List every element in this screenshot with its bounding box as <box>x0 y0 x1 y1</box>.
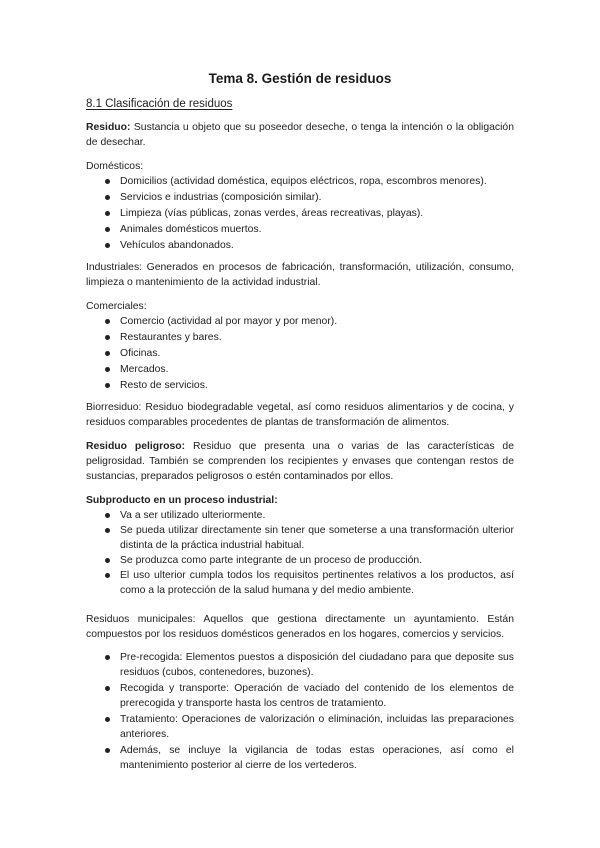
list-item: Se pueda utilizar directamente sin tener que someterse a una transformación ulterior distinta de la práctica industrial habitual. <box>86 523 514 553</box>
list-item: Limpieza (vías públicas, zonas verdes, áreas recreativas, playas). <box>86 206 514 221</box>
residuo-text: Sustancia u objeto que su poseedor deseche, o tenga la intención o la obligación de desechar. <box>86 122 514 148</box>
domesticos-heading: Domésticos: <box>86 161 144 172</box>
peligroso-label: Residuo peligroso: <box>86 441 186 452</box>
industriales-definition: Industriales: Generados en procesos de fabricación, transformación, utilización, consumo, limpieza o mantenimiento de la actividad industrial. <box>86 262 514 288</box>
list-item: Comercio (actividad al por mayor y por menor). <box>86 314 514 329</box>
list-item: Además, se incluye la vigilancia de todas estas operaciones, así como el mantenimiento posterior al cierre de los vertederos. <box>86 743 514 773</box>
section-heading: 8.1 Clasificación de residuos <box>86 98 233 110</box>
subproducto-list <box>86 508 514 598</box>
list-item: Recogida y transporte: Operación de vaciado del contenido de los elementos de prerecogida y transporte hasta los centros de tratamiento. <box>86 681 514 711</box>
list-item: Restaurantes y bares. <box>86 330 514 345</box>
comerciales-section <box>86 299 514 393</box>
list-item: Pre-recogida: Elementos puestos a disposición del ciudadano para que deposite sus residuos (cubos, contenedores, buzones). <box>86 650 514 680</box>
biorresiduo-definition: Biorresiduo: Residuo biodegradable vegetal, así como residuos alimentarios y de cocina, y residuos comparables procedentes de plantas de transformación de alimentos. <box>86 402 514 428</box>
list-item: El uso ulterior cumpla todos los requisitos pertinentes relativos a los productos, así como a la protección de la salud humana y del medio ambiente. <box>86 568 514 598</box>
list-item: Oficinas. <box>86 346 514 361</box>
list-item: Animales domésticos muertos. <box>86 222 514 237</box>
comerciales-list <box>86 314 514 393</box>
municipales-definition: Residuos municipales: Aquellos que gestiona directamente un ayuntamiento. Están compuestos por los residuos domésticos generados en los hogares, comercios y servicios. <box>86 614 514 640</box>
subproducto-heading: Subproducto en un proceso industrial: <box>86 495 278 506</box>
municipales-list <box>86 650 514 773</box>
list-item: Se produzca como parte integrante de un proceso de producción. <box>86 553 514 568</box>
domesticos-list <box>86 174 514 253</box>
document-body <box>86 70 514 774</box>
peligroso-definition <box>86 439 514 484</box>
residuo-label: Residuo: <box>86 122 131 133</box>
list-item: Vehículos abandonados. <box>86 238 514 253</box>
list-item: Tratamiento: Operaciones de valorización o eliminación, incluidas las preparaciones anteriores. <box>86 712 514 742</box>
domesticos-section <box>86 159 514 253</box>
list-item: Domicilios (actividad doméstica, equipos eléctricos, ropa, escombros menores). <box>86 174 514 189</box>
subproducto-section <box>86 493 514 598</box>
list-item: Mercados. <box>86 362 514 377</box>
page-title: Tema 8. Gestión de residuos <box>208 71 392 86</box>
peligroso-text: Residuo que presenta una o varias de las características de peligrosidad. También se comprenden los recipientes y envases que contengan restos de sustancias, preparados peligrosos o estén contaminados por ellos. <box>86 441 514 482</box>
list-item: Resto de servicios. <box>86 378 514 393</box>
list-item: Servicios e industrias (composición similar). <box>86 190 514 205</box>
comerciales-heading: Comerciales: <box>86 301 147 312</box>
list-item: Va a ser utilizado ulteriormente. <box>86 508 514 523</box>
residuo-definition <box>86 120 514 150</box>
